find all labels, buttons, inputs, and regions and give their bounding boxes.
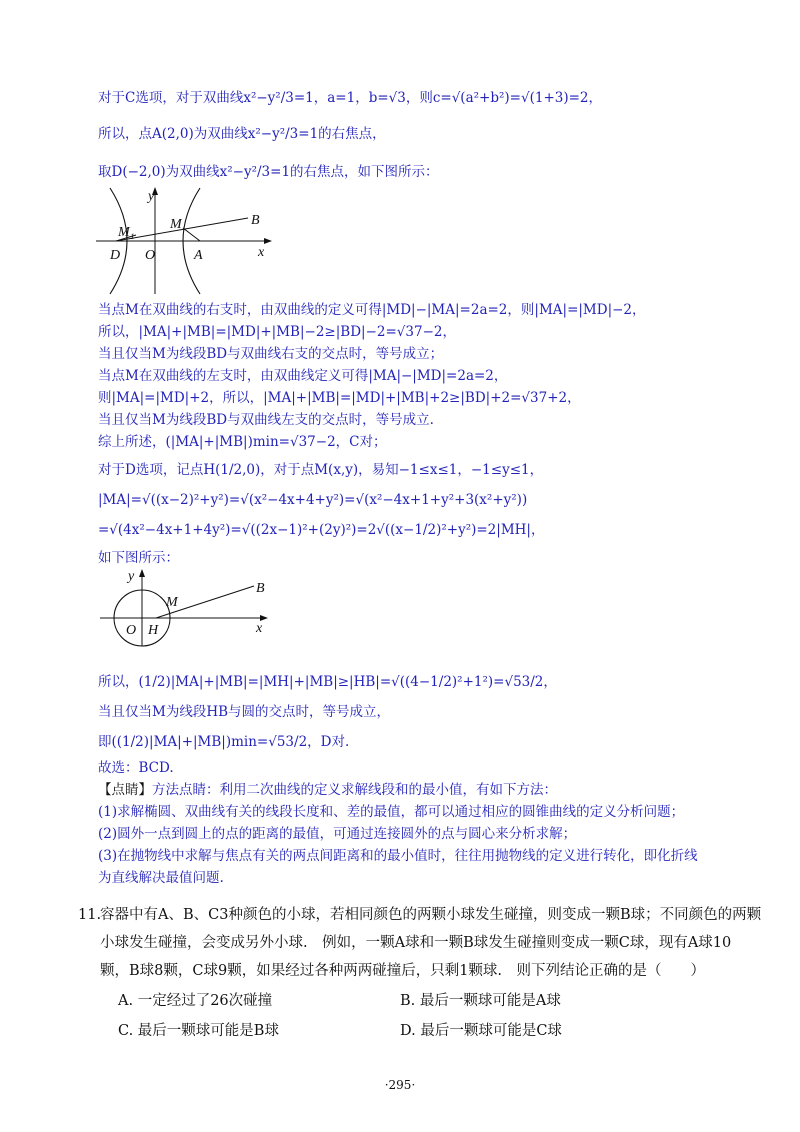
hyperbola-figure [96, 184, 286, 296]
tip-item-1: (1)求解椭圆、双曲线有关的线段长度和、差的最值，都可以通过相应的圆锥曲线的定义分析问题； [98, 804, 685, 820]
solution-line-3: 取D(−2,0)为双曲线x²−y²/3=1的右焦点，如下图所示： [98, 164, 439, 180]
solution-line-1: 对于C选项，对于双曲线x²−y²/3=1，a=1，b=√3，则c=√(a²+b²)=√(1+3)=2， [98, 90, 603, 106]
solution-line-18: 故选：BCD. [98, 760, 174, 776]
tip-item-4: 为直线解决最值问题. [98, 870, 224, 886]
option-a: A. 一定经过了26次碰撞 [118, 993, 273, 1009]
fig1-label-d: D [110, 248, 121, 263]
solution-line-13: =√(4x²−4x+1+4y²)=√((2x−1)²+(2y)²)=2√((x−1/2)²+y²)=2|MH|， [98, 522, 545, 538]
circle-figure [96, 566, 286, 648]
question-line-3: 颗，B球8颗，C球9颗，如果经过各种两两碰撞后，只剩1颗球. 则下列结论正确的是（ ） [100, 963, 706, 979]
option-d: D. 最后一颗球可能是C球 [400, 1023, 562, 1039]
tip-heading [98, 780, 738, 800]
fig1-label-b: B [251, 213, 260, 228]
fig2-label-o: O [126, 623, 137, 638]
solution-line-17: 即((1/2)|MA|+|MB|)min=√53/2，D对. [98, 734, 350, 750]
page-number: ·295· [384, 1078, 416, 1092]
question-line-1: 容器中有A、B、C3种颜色的小球，若相同颜色的两颗小球发生碰撞，则变成一颗B球；不同颜色的两颗 [100, 907, 762, 923]
tip-item-2: (2)圆外一点到圆上的点的距离的最值，可通过连接圆外的点与圆心来分析求解； [98, 826, 577, 842]
fig1-label-o: O [145, 248, 156, 263]
fig1-label-m1: M₁ [118, 225, 135, 240]
solution-line-16: 当且仅当M为线段HB与圆的交点时，等号成立， [98, 704, 391, 720]
solution-line-15: 所以，(1/2)|MA|+|MB|=|MH|+|MB|≥|HB|=√((4−1/2)²+1²)=√53/2， [98, 674, 557, 690]
solution-line-4: 当点M在双曲线的右支时，由双曲线的定义可得|MD|−|MA|=2a=2，则|MA|=|MD|−2， [98, 302, 646, 318]
fig1-label-y: y [148, 189, 155, 204]
fig2-label-b: B [256, 581, 265, 596]
solution-line-10: 综上所述，(|MA|+|MB|)min=√37−2，C对； [98, 434, 387, 450]
fig1-label-a: A [194, 248, 203, 263]
fig2-label-y: y [128, 569, 135, 584]
fig2-label-h: H [148, 623, 159, 638]
solution-line-7: 当点M在双曲线的左支时，由双曲线定义可得|MA|−|MD|=2a=2， [98, 368, 508, 384]
tip-title: 方法点睛：利用二次曲线的定义求解线段和的最小值，有如下方法： [152, 782, 557, 798]
solution-line-9: 当且仅当M为线段BD与双曲线左支的交点时，等号成立. [98, 412, 434, 428]
solution-line-11: 对于D选项，记点H(1/2,0)，对于点M(x,y)，易知−1≤x≤1，−1≤y≤1， [98, 462, 544, 478]
tip-item-3: (3)在抛物线中求解与焦点有关的两点间距离和的最小值时，往往用抛物线的定义进行转化，即化折线 [98, 848, 698, 864]
question-line-2: 小球发生碰撞，会变成另外小球. 例如，一颗A球和一颗B球发生碰撞则变成一颗C球，现有A球10 [100, 935, 732, 951]
solution-line-14: 如下图所示： [98, 550, 179, 566]
solution-line-6: 当且仅当M为线段BD与双曲线右支的交点时，等号成立； [98, 346, 444, 362]
solution-line-8: 则|MA|=|MD|+2，所以，|MA|+|MB|=|MD|+|MB|+2≥|BD|+2=√37+2， [98, 390, 581, 406]
fig1-label-x: x [258, 245, 265, 260]
question-number: 11. [78, 907, 102, 923]
fig2-label-m: M [166, 595, 178, 610]
option-c: C. 最后一颗球可能是B球 [118, 1023, 279, 1039]
tip-label: 【点睛】 [98, 782, 152, 798]
solution-line-2: 所以，点A(2,0)为双曲线x²−y²/3=1的右焦点， [98, 126, 386, 142]
fig2-label-x: x [256, 621, 263, 636]
solution-line-5: 所以，|MA|+|MB|=|MD|+|MB|−2≥|BD|−2=√37−2， [98, 324, 456, 340]
solution-line-12: |MA|=√((x−2)²+y²)=√(x²−4x+4+y²)=√(x²−4x+1+y²+3(x²+y²)) [98, 492, 528, 508]
fig1-label-m: M [170, 217, 182, 232]
option-b: B. 最后一颗球可能是A球 [400, 993, 561, 1009]
